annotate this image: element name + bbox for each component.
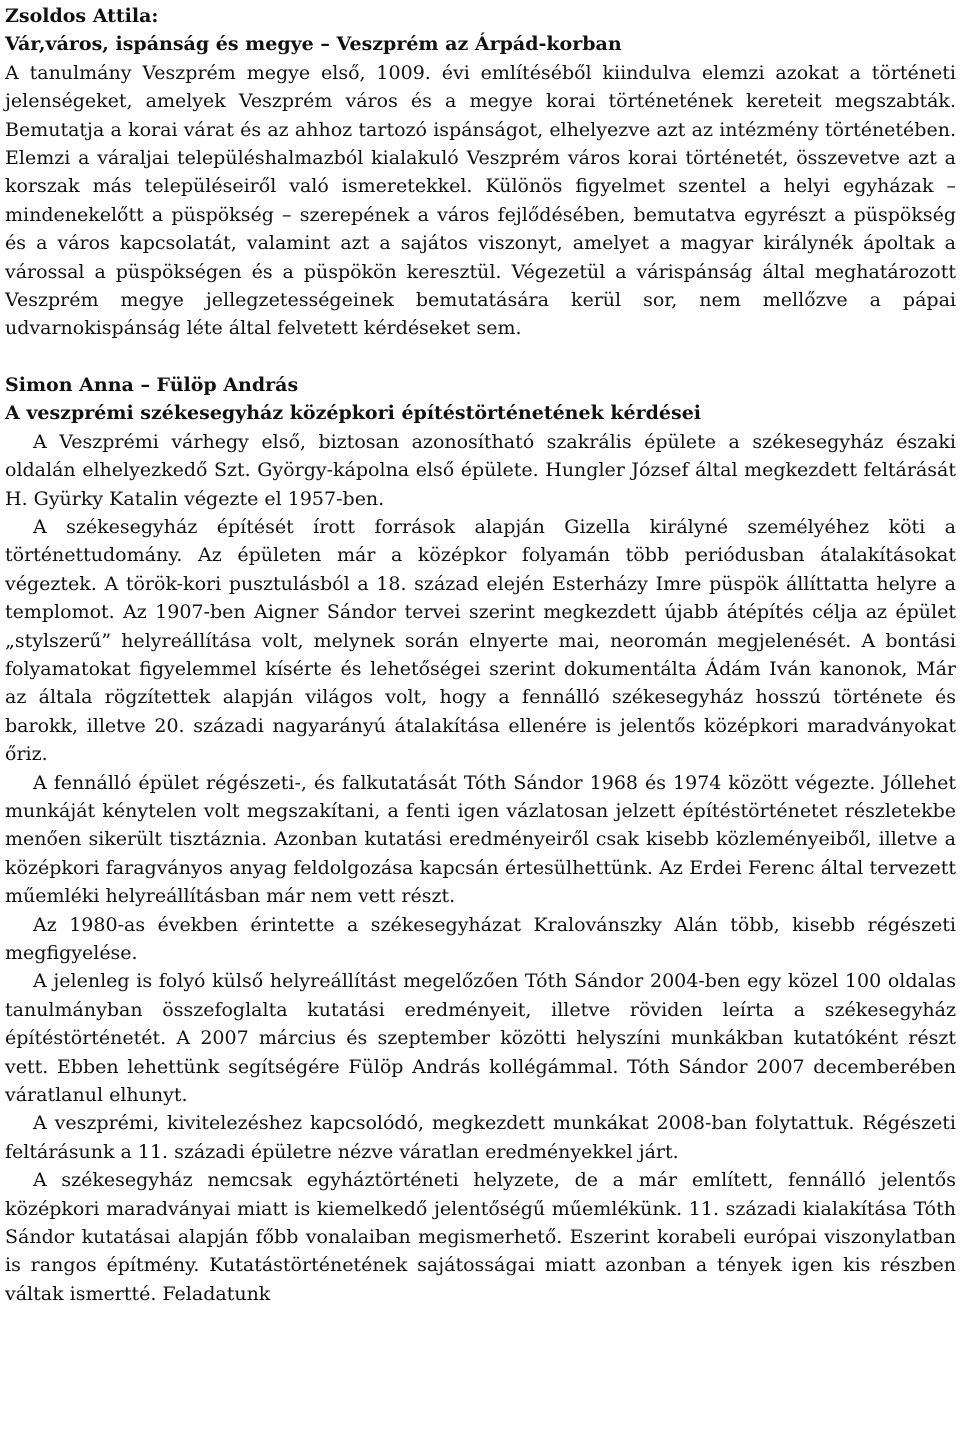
article2-paragraph: A jelenleg is folyó külső helyreállítást megelőzően Tóth Sándor 2004-ben egy közel 100 oldalas tanulmányban összefoglalta kutatási eredményeit, illetve röviden leírta a székesegyház építéstörténetét. A 2007 március és szeptember közötti helyszíni munkákban kutatóként részt vett. Ebben lehettünk segítségére Fülöp András kollégámmal. Tóth Sándor 2007 decemberében váratlanul elhunyt. — [5, 970, 956, 1107]
article2-title: A veszprémi székesegyház középkori építéstörténetének kérdései — [5, 402, 702, 425]
article-veszprem-arpad-kor — [5, 2, 956, 343]
section-spacer — [5, 343, 956, 371]
article-szekesegyhaz — [5, 371, 956, 1308]
article2-author: Simon Anna – Fülöp András — [5, 373, 299, 396]
article2-paragraph: A székesegyház nemcsak egyháztörténeti helyzete, de a már említett, fennálló jelentős középkori maradványai miatt is kiemelkedő jelentőségű műemlékünk. 11. századi kialakítása Tóth Sándor kutatásai alapján főbb vonalaiban megismerhető. Eszerint korabeli európai viszonylatban is rangos építmény. Kutatástörténetének sajátosságai miatt azonban a tények igen kis részben váltak ismertté. Feladatunk — [5, 1169, 956, 1305]
article2-paragraph: A székesegyház építését írott források alapján Gizella királyné személyéhez köti a történettudomány. Az épületen már a középkor folyamán több periódusban átalakításokat végeztek. A török-kori pusztulásból a 18. század elején Esterházy Imre püspök állíttatta helyre a templomot. Az 1907-ben Aigner Sándor tervei szerint megkezdett újabb átépítés célja az épület „stylszerű” helyreállítása volt, melynek során elnyerte mai, neoromán megjelenését. A bontási folyamatokat figyelemmel kísérte és lehetőségei szerint dokumentálta Ádám Iván kanonok, Már az általa rögzítettek alapján világos volt, hogy a fennálló székesegyház hosszú története és barokk, illetve 20. századi nagyarányú átalakítása ellenére is jelentős középkori maradványokat őriz. — [5, 515, 956, 766]
article1-title: Vár,város, ispánság és megye – Veszprém az Árpád-korban — [5, 33, 622, 56]
article2-paragraph: A veszprémi, kivitelezéshez kapcsolódó, megkezdett munkákat 2008-ban folytattuk. Régészeti feltárásunk a 11. századi épületre nézve váratlan eredményekkel járt. — [5, 1112, 956, 1163]
article2-paragraph: Az 1980-as években érintette a székesegyházat Kralovánszky Alán több, kisebb régészeti megfigyelése. — [5, 913, 956, 964]
article1-abstract: A tanulmány Veszprém megye első, 1009. évi említéséből kiindulva elemzi azokat a történeti jelenségeket, amelyek Veszprém város és a megye korai történetének kereteit megszabták. Bemutatja a korai várat és az ahhoz tartozó ispánságot, elhelyezve azt az intézmény történetében. Elemzi a váraljai településhalmazból kialakuló Veszprém város korai történetét, összevetve azt a korszak más településeiről való ismeretekkel. Különös figyelmet szentel a helyi egyházak – mindenekelőtt a püspökség – szerepének a város fejlődésében, bemutatva egyrészt a püspökség és a város kapcsolatát, valamint azt a sajátos viszonyt, amelyet a magyar királynék ápoltak a várossal a püspökségen és a püspökön keresztül. Végezetül a várispánság által meghatározott Veszprém megye jellegzetességeinek bemutatására kerül sor, nem mellőzve a pápai udvarnokispánság léte által felvetett kérdéseket sem. — [5, 61, 956, 340]
article2-paragraph: A Veszprémi várhegy első, biztosan azonosítható szakrális épülete a székesegyház északi oldalán elhelyezkedő Szt. György-kápolna első épülete. Hungler József által megkezdett feltárását H. Gyürky Katalin végezte el 1957-ben. — [5, 430, 956, 510]
article1-author: Zsoldos Attila: — [5, 5, 159, 27]
article2-paragraph: A fennálló épület régészeti-, és falkutatását Tóth Sándor 1968 és 1974 között végezte. Jóllehet munkáját kénytelen volt megszakítani, a fenti igen vázlatosan jelzett építéstörténetet részletekbe menően sikerült tisztáznia. Azonban kutatási eredményeiről csak kisebb közleményeiből, illetve a középkori faragványos anyag feldolgozása kapcsán értesülhettünk. Az Erdei Ferenc által tervezett műemléki helyreállításban már nem vett részt. — [5, 771, 956, 908]
